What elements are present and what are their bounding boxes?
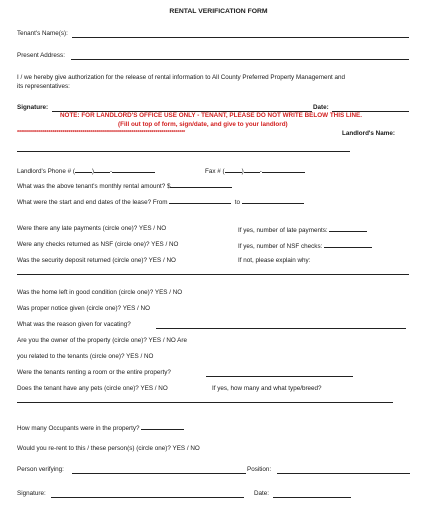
verifier-signature-field[interactable] xyxy=(51,497,244,498)
form-title: RENTAL VERIFICATION FORM xyxy=(169,8,268,15)
deposit-question: Was the security deposit returned (circle one)? YES / NO xyxy=(17,257,176,264)
nsf-count-field[interactable] xyxy=(324,242,372,248)
authorization-text-cont: its representatives: xyxy=(17,83,70,90)
rent-amount-field[interactable] xyxy=(170,182,232,188)
lease-dates-row xyxy=(17,198,304,206)
occupants-question: How many Occupants were in the property? xyxy=(17,425,140,432)
late-payments-count-field[interactable] xyxy=(329,226,367,232)
rerent-question: Would you re-rent to this / these person(s) (circle one)? YES / NO xyxy=(17,445,200,452)
rent-amount-question: What was the above tenant's monthly rental amount? $ xyxy=(17,183,171,190)
phone-number-field[interactable] xyxy=(112,167,155,173)
fax-row: Fax # ( ) - xyxy=(205,167,305,175)
tenant-date-label: Date: xyxy=(313,104,329,111)
position-label: Position: xyxy=(247,466,272,473)
fax-label: Fax # ( xyxy=(205,168,225,175)
office-use-note: NOTE: FOR LANDLORD'S OFFICE USE ONLY - TENANT, PLEASE DO NOT WRITE BELOW THIS LINE. xyxy=(60,112,363,119)
proper-notice-question: Was proper notice given (circle one)? YES / NO xyxy=(17,305,150,312)
rent-amount-row xyxy=(17,182,232,190)
home-condition-question: Was the home left in good condition (circle one)? YES / NO xyxy=(17,289,183,296)
authorization-text: I / we hereby give authorization for the release of rental information to All County Preferred Property Management and xyxy=(17,74,345,81)
separator-asterisks: ************************************************************************************* xyxy=(17,130,186,136)
owner-question: Are you the owner of the property (circle one)? YES / NO Are xyxy=(17,337,187,344)
occupants-row xyxy=(17,424,184,432)
phone-area-code-field[interactable] xyxy=(75,167,92,173)
verifier-signature-label: Signature: xyxy=(17,490,46,497)
related-question: you related to the tenants (circle one)? YES / NO xyxy=(17,353,154,360)
pets-question: Does the tenant have any pets (circle one)? YES / NO xyxy=(17,385,168,392)
pets-details-field[interactable] xyxy=(17,402,393,403)
late-payments-question: Were there any late payments (circle one)? YES / NO xyxy=(17,225,167,232)
nsf-followup: If yes, number of NSF checks: xyxy=(238,242,372,250)
renting-question: Were the tenants renting a room or the entire property? xyxy=(17,369,171,376)
present-address-label: Present Address: xyxy=(17,52,65,59)
vacating-reason-question: What was the reason given for vacating? xyxy=(17,321,131,328)
lease-to-label: to xyxy=(234,199,241,206)
lease-end-field[interactable] xyxy=(242,198,304,204)
landlord-phone-label: Landlord's Phone # ( xyxy=(17,168,75,175)
tenant-names-label: Tenant's Name(s): xyxy=(17,30,68,37)
tenant-signature-label: Signature: xyxy=(17,104,49,111)
person-verifying-label: Person verifying: xyxy=(17,466,64,473)
lease-start-field[interactable] xyxy=(169,198,231,204)
landlord-name-field[interactable] xyxy=(17,151,350,152)
position-field[interactable] xyxy=(277,473,410,474)
late-payments-followup: If yes, number of late payments: xyxy=(238,226,367,234)
deposit-followup: If not, please explain why: xyxy=(238,257,311,264)
occupants-field[interactable] xyxy=(141,424,184,430)
fax-area-code-field[interactable] xyxy=(225,167,242,173)
fax-number-field[interactable] xyxy=(262,167,305,173)
fill-out-note: (Fill out top of form, sign/date, and give to your landlord) xyxy=(118,121,288,128)
present-address-field[interactable] xyxy=(71,59,409,60)
tenant-names-field[interactable] xyxy=(72,37,409,38)
verifier-date-field[interactable] xyxy=(273,497,351,498)
verifier-date-label: Date: xyxy=(254,490,270,497)
vacating-reason-field[interactable] xyxy=(156,328,406,329)
nsf-question: Were any checks returned as NSF (circle one)? YES / NO xyxy=(17,241,179,248)
phone-prefix-field[interactable] xyxy=(94,167,110,173)
fax-prefix-field[interactable] xyxy=(244,167,260,173)
pets-followup: If yes, how many and what type/breed? xyxy=(212,385,322,392)
landlord-name-label: Landlord's Name: xyxy=(342,130,395,137)
landlord-phone-row: Landlord's Phone # ( ) - xyxy=(17,167,155,175)
person-verifying-field[interactable] xyxy=(72,473,246,474)
renting-field[interactable] xyxy=(206,376,353,377)
lease-dates-question: What were the start and end dates of the lease? From xyxy=(17,199,168,206)
deposit-explanation-field[interactable] xyxy=(17,274,409,275)
